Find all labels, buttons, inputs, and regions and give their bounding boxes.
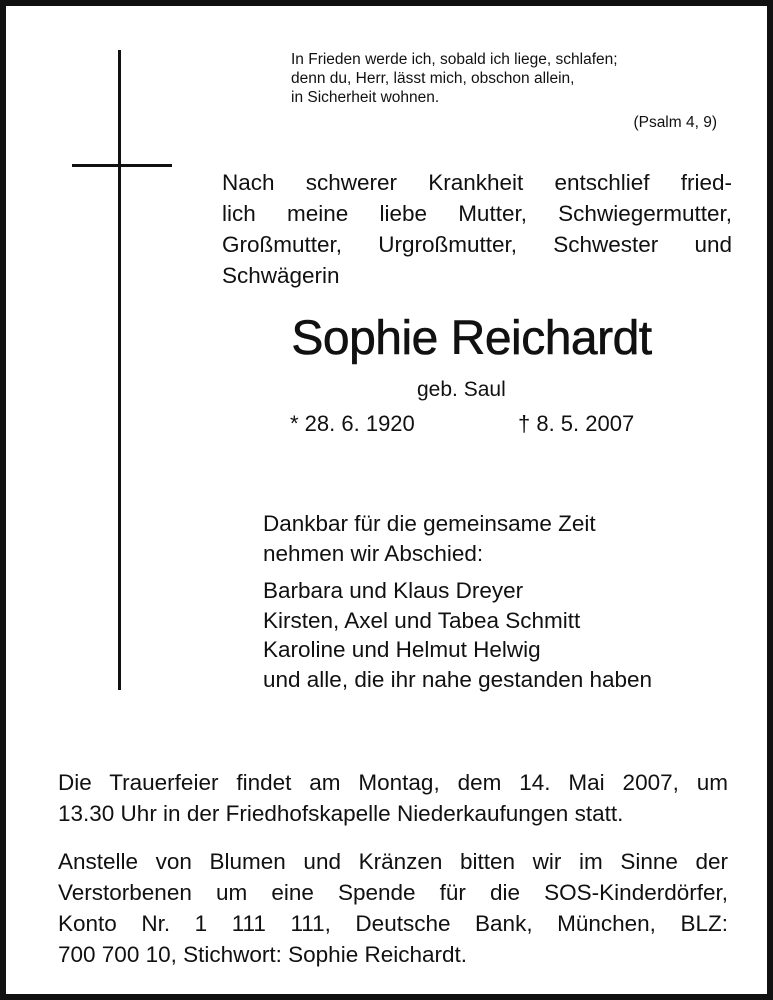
maiden-name: geb. Saul: [417, 378, 506, 401]
deceased-name: Sophie Reichardt: [291, 312, 652, 365]
ceremony-line: Die Trauerfeier findet am Montag, dem 14. Mai 2007, um: [58, 770, 728, 795]
ceremony-line: 13.30 Uhr in der Friedhofskapelle Niederkaufungen statt.: [58, 801, 624, 826]
verse-line: In Frieden werde ich, sobald ich liege, schlafen;: [291, 51, 618, 68]
intro-line: Schwägerin: [222, 263, 340, 288]
verse-reference: (Psalm 4, 9): [633, 114, 717, 131]
verse-line: denn du, Herr, lässt mich, obschon allein,: [291, 70, 575, 87]
donation-line: 700 700 10, Stichwort: Sophie Reichardt.: [58, 942, 467, 967]
bible-verse: [291, 50, 731, 107]
thanks-text: [263, 509, 596, 569]
thanks-line: nehmen wir Abschied:: [263, 541, 484, 566]
cross-horizontal-bar: [72, 164, 172, 167]
ceremony-info: [58, 767, 728, 829]
thanks-line: Dankbar für die gemeinsame Zeit: [263, 511, 596, 536]
mourner-entry: Kirsten, Axel und Tabea Schmitt: [263, 607, 581, 633]
intro-line: Großmutter, Urgroßmutter, Schwester und: [222, 232, 732, 257]
birth-date: * 28. 6. 1920: [290, 411, 415, 436]
verse-line: in Sicherheit wohnen.: [291, 89, 440, 106]
intro-line: lich meine liebe Mutter, Schwiegermutter,: [222, 201, 732, 226]
death-date: † 8. 5. 2007: [518, 411, 635, 436]
intro-text: [222, 167, 732, 291]
cross-vertical-bar: [118, 50, 121, 690]
intro-line: Nach schwerer Krankheit entschlief fried-: [222, 170, 732, 195]
donation-line: Verstorbenen um eine Spende für die SOS-Kinderdörfer,: [58, 880, 728, 905]
donation-line: Anstelle von Blumen und Kränzen bitten wir im Sinne der: [58, 849, 728, 874]
mourner-entry: und alle, die ihr nahe gestanden haben: [263, 666, 653, 692]
mourner-entry: Barbara und Klaus Dreyer: [263, 578, 524, 603]
donation-line: Konto Nr. 1 111 111, Deutsche Bank, München, BLZ:: [58, 911, 728, 936]
mourner-entry: Karoline und Helmut Helwig: [263, 637, 541, 662]
mourners-list: [263, 576, 652, 694]
donation-info: [58, 846, 728, 970]
